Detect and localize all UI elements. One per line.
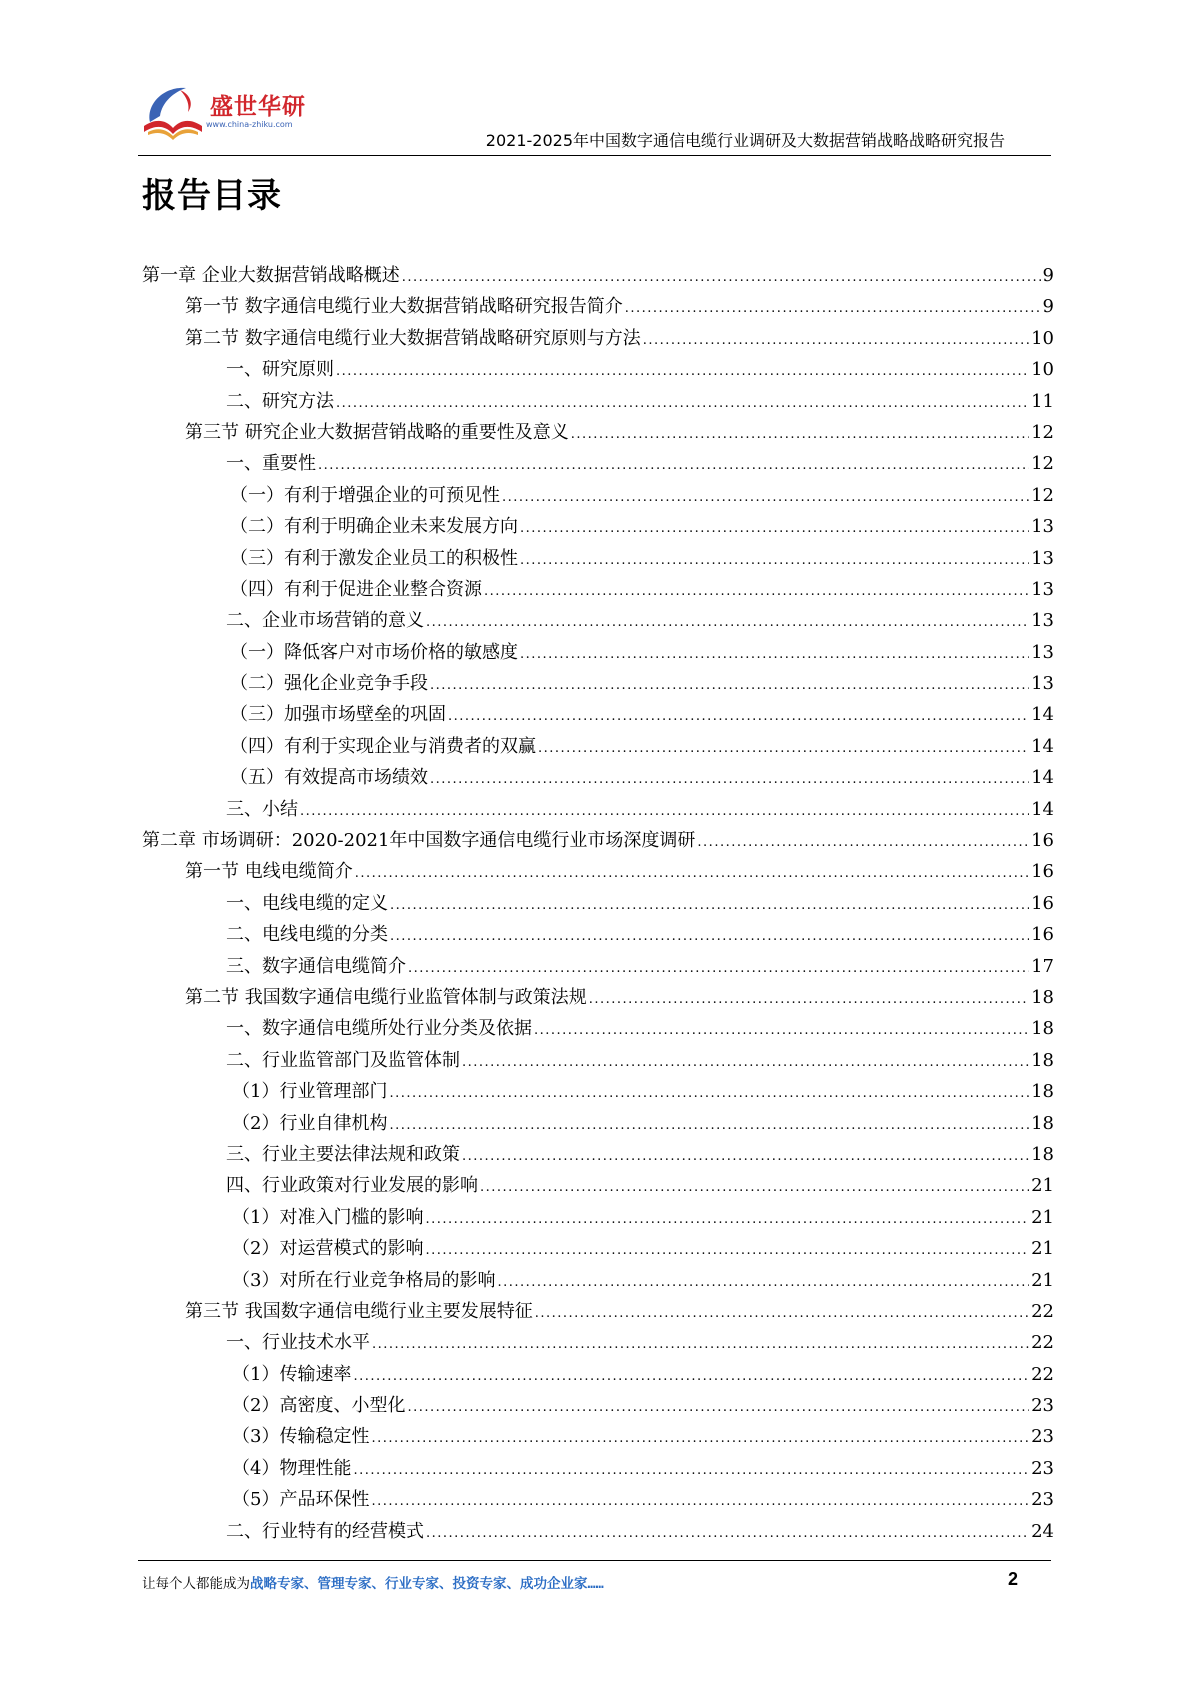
toc-entry-title: （一）降低客户对市场价格的敏感度: [230, 641, 518, 663]
toc-dot-leader: [408, 953, 1029, 984]
toc-entry[interactable]: [142, 794, 1054, 825]
toc-dot-leader: [625, 293, 1041, 324]
toc-dot-leader: [571, 419, 1029, 450]
toc-entry-page: 10: [1031, 327, 1054, 349]
toc-entry-page: 21: [1031, 1206, 1054, 1228]
toc-entry-title: （3）对所在行业竞争格局的影响: [232, 1269, 496, 1291]
toc-entry[interactable]: [142, 323, 1054, 354]
toc-entry[interactable]: [142, 543, 1054, 574]
toc-entry-title: 第二节 我国数字通信电缆行业监管体制与政策法规: [185, 986, 587, 1008]
toc-entry[interactable]: [142, 1202, 1054, 1233]
toc-entry-title: （三）加强市场壁垒的巩固: [230, 704, 446, 726]
toc-entry-title: （1）行业管理部门: [232, 1081, 388, 1103]
toc-dot-leader: [538, 733, 1029, 764]
footer-slogan-lead: 让每个人都能成为: [142, 1576, 250, 1592]
toc-entry-page: 24: [1031, 1520, 1054, 1542]
toc-entry-page: 9: [1042, 265, 1054, 286]
toc-dot-leader: [643, 325, 1029, 356]
toc-dot-leader: [300, 796, 1029, 827]
toc-entry-title: （三）有利于激发企业员工的积极性: [230, 547, 518, 569]
toc-entry-title: 三、数字通信电缆简介: [226, 955, 406, 977]
brand-name: 盛世华研: [210, 94, 306, 120]
toc-dot-leader: [353, 1455, 1029, 1486]
toc-entry[interactable]: [142, 825, 1054, 856]
toc-entry-title: （2）高密度、小型化: [232, 1395, 406, 1417]
toc-entry[interactable]: [142, 668, 1054, 699]
toc-dot-leader: [430, 764, 1029, 795]
toc-entry-page: 13: [1031, 610, 1054, 632]
toc-dot-leader: [425, 1204, 1029, 1235]
toc-entry-page: 13: [1031, 547, 1054, 569]
toc-entry[interactable]: [142, 699, 1054, 730]
toc-entry-page: 18: [1031, 1049, 1054, 1071]
toc-entry[interactable]: [142, 1139, 1054, 1170]
toc-entry-title: （一）有利于增强企业的可预见性: [230, 484, 500, 506]
toc-entry[interactable]: [142, 1421, 1054, 1452]
toc-entry-title: 一、行业技术水平: [226, 1332, 370, 1354]
toc-entry[interactable]: [142, 1045, 1054, 1076]
toc-entry-page: 14: [1031, 767, 1054, 789]
toc-entry[interactable]: [142, 856, 1054, 887]
toc-entry[interactable]: [142, 1359, 1054, 1390]
toc-entry-title: （五）有效提高市场绩效: [230, 767, 428, 789]
toc-entry[interactable]: [142, 1108, 1054, 1139]
toc-dot-leader: [389, 1078, 1029, 1109]
toc-entry-page: 22: [1031, 1332, 1054, 1354]
book-globe-logo-icon: [140, 82, 206, 144]
toc-entry[interactable]: [142, 1516, 1054, 1547]
toc-entry-page: 14: [1031, 735, 1054, 757]
header-divider: [138, 155, 1051, 156]
toc-entry-page: 22: [1031, 1363, 1054, 1385]
toc-entry-title: （2）行业自律机构: [232, 1112, 388, 1134]
toc-entry-page: 13: [1031, 578, 1054, 600]
toc-entry-title: 一、研究原则: [226, 359, 334, 381]
toc-entry-title: （3）传输稳定性: [232, 1426, 370, 1448]
page-title: 报告目录: [142, 176, 282, 216]
table-of-contents: [142, 260, 1054, 1547]
toc-entry[interactable]: [142, 1013, 1054, 1044]
toc-dot-leader: [697, 827, 1029, 858]
toc-entry-title: 第一章 企业大数据营销战略概述: [142, 265, 400, 286]
toc-entry-title: 三、行业主要法律法规和政策: [226, 1143, 460, 1165]
toc-entry-title: 第三节 我国数字通信电缆行业主要发展特征: [185, 1300, 533, 1322]
toc-entry-title: 二、行业监管部门及监管体制: [226, 1049, 460, 1071]
toc-dot-leader: [520, 639, 1029, 670]
toc-entry[interactable]: [142, 762, 1054, 793]
toc-entry-title: 一、数字通信电缆所处行业分类及依据: [226, 1018, 532, 1040]
toc-entry-page: 16: [1031, 892, 1054, 914]
toc-entry[interactable]: [142, 386, 1054, 417]
toc-entry-page: 10: [1031, 359, 1054, 381]
toc-entry-page: 9: [1042, 296, 1054, 318]
toc-entry-title: （1）对准入门槛的影响: [232, 1206, 424, 1228]
toc-dot-leader: [390, 921, 1029, 952]
toc-entry-page: 18: [1031, 986, 1054, 1008]
toc-dot-leader: [389, 1110, 1029, 1141]
toc-entry[interactable]: [142, 951, 1054, 982]
toc-entry[interactable]: [142, 888, 1054, 919]
toc-entry-page: 18: [1031, 1112, 1054, 1134]
toc-entry-page: 13: [1031, 516, 1054, 538]
toc-entry-page: 23: [1031, 1457, 1054, 1479]
toc-entry-title: 第一节 电线电缆简介: [185, 861, 353, 883]
toc-entry-page: 21: [1031, 1175, 1054, 1197]
toc-entry-title: （5）产品环保性: [232, 1489, 370, 1511]
toc-entry[interactable]: [142, 354, 1054, 385]
toc-entry[interactable]: [142, 260, 1054, 291]
toc-entry[interactable]: [142, 1265, 1054, 1296]
toc-entry-title: 二、电线电缆的分类: [226, 924, 388, 946]
toc-entry[interactable]: [142, 1327, 1054, 1358]
toc-entry-title: 四、行业政策对行业发展的影响: [226, 1175, 478, 1197]
toc-dot-leader: [430, 670, 1029, 701]
toc-entry-title: （4）物理性能: [232, 1457, 352, 1479]
toc-dot-leader: [371, 1486, 1029, 1517]
toc-entry-title: 一、电线电缆的定义: [226, 892, 388, 914]
toc-dot-leader: [480, 1172, 1029, 1203]
toc-entry[interactable]: [142, 982, 1054, 1013]
toc-entry-page: 21: [1031, 1269, 1054, 1291]
toc-entry-page: 12: [1031, 421, 1054, 443]
toc-dot-leader: [390, 890, 1029, 921]
toc-entry-page: 23: [1031, 1395, 1054, 1417]
toc-dot-leader: [336, 388, 1029, 419]
toc-entry[interactable]: [142, 1076, 1054, 1107]
toc-entry-page: 14: [1031, 704, 1054, 726]
toc-dot-leader: [520, 513, 1029, 544]
toc-entry[interactable]: [142, 511, 1054, 542]
toc-entry-title: 一、重要性: [226, 453, 316, 475]
toc-entry-page: 13: [1031, 673, 1054, 695]
brand-url: www.china-zhiku.com: [206, 120, 293, 129]
toc-entry[interactable]: [142, 1296, 1054, 1327]
toc-entry[interactable]: [142, 731, 1054, 762]
toc-dot-leader: [336, 356, 1029, 387]
toc-dot-leader: [318, 450, 1029, 481]
toc-dot-leader: [497, 1267, 1029, 1298]
toc-entry-page: 23: [1031, 1426, 1054, 1448]
toc-dot-leader: [353, 1361, 1029, 1392]
toc-dot-leader: [372, 1329, 1029, 1360]
toc-dot-leader: [355, 858, 1029, 889]
toc-entry-page: 17: [1031, 955, 1054, 977]
toc-entry-title: 二、企业市场营销的意义: [226, 610, 424, 632]
toc-dot-leader: [462, 1141, 1029, 1172]
toc-entry-page: 14: [1031, 798, 1054, 820]
toc-entry[interactable]: [142, 1390, 1054, 1421]
footer-slogan-highlight: 战略专家、管理专家、行业专家、投资专家、成功企业家……: [250, 1576, 604, 1592]
toc-dot-leader: [484, 576, 1029, 607]
toc-entry[interactable]: [142, 448, 1054, 479]
toc-entry-title: 二、研究方法: [226, 390, 334, 412]
toc-entry-page: 11: [1031, 390, 1054, 412]
toc-dot-leader: [426, 1518, 1029, 1549]
toc-entry-page: 16: [1031, 830, 1054, 852]
toc-entry-page: 18: [1031, 1018, 1054, 1040]
toc-dot-leader: [402, 262, 1041, 293]
footer-slogan: [142, 1572, 604, 1592]
report-header-title: 2021-2025年中国数字通信电缆行业调研及大数据营销战略战略研究报告: [485, 131, 1005, 150]
toc-entry-page: 18: [1031, 1143, 1054, 1165]
toc-entry[interactable]: [142, 480, 1054, 511]
toc-entry-page: 13: [1031, 641, 1054, 663]
toc-entry[interactable]: [142, 1453, 1054, 1484]
toc-entry-page: 16: [1031, 924, 1054, 946]
toc-entry[interactable]: [142, 637, 1054, 668]
toc-dot-leader: [371, 1423, 1029, 1454]
toc-entry-title: 第二章 市场调研：2020-2021年中国数字通信电缆行业市场深度调研: [142, 830, 696, 852]
toc-entry-title: （2）对运营模式的影响: [232, 1238, 424, 1260]
page-number: 2: [1008, 1569, 1019, 1589]
toc-dot-leader: [425, 1235, 1029, 1266]
toc-entry[interactable]: [142, 1170, 1054, 1201]
toc-entry[interactable]: [142, 605, 1054, 636]
toc-dot-leader: [426, 607, 1029, 638]
toc-dot-leader: [462, 1047, 1029, 1078]
toc-dot-leader: [589, 984, 1029, 1015]
toc-entry-page: 23: [1031, 1489, 1054, 1511]
toc-entry-title: 第一节 数字通信电缆行业大数据营销战略研究报告简介: [185, 296, 623, 318]
toc-entry-title: 第三节 研究企业大数据营销战略的重要性及意义: [185, 421, 569, 443]
toc-dot-leader: [407, 1392, 1029, 1423]
toc-entry[interactable]: [142, 417, 1054, 448]
footer-divider: [138, 1560, 1051, 1561]
toc-entry-title: 二、行业特有的经营模式: [226, 1520, 424, 1542]
toc-dot-leader: [502, 482, 1029, 513]
toc-entry[interactable]: [142, 291, 1054, 322]
toc-entry-page: 18: [1031, 1081, 1054, 1103]
toc-entry-page: 16: [1031, 861, 1054, 883]
toc-entry-page: 21: [1031, 1238, 1054, 1260]
toc-entry-title: 第二节 数字通信电缆行业大数据营销战略研究原则与方法: [185, 327, 641, 349]
toc-entry-title: （二）有利于明确企业未来发展方向: [230, 516, 518, 538]
toc-entry[interactable]: [142, 919, 1054, 950]
toc-entry[interactable]: [142, 1233, 1054, 1264]
toc-entry[interactable]: [142, 574, 1054, 605]
brand-logo: [140, 82, 310, 144]
toc-entry-page: 22: [1031, 1300, 1054, 1322]
toc-dot-leader: [448, 701, 1029, 732]
toc-entry-title: （二）强化企业竞争手段: [230, 673, 428, 695]
toc-entry-title: （1）传输速率: [232, 1363, 352, 1385]
toc-dot-leader: [535, 1298, 1029, 1329]
toc-entry-title: 三、小结: [226, 798, 298, 820]
toc-dot-leader: [520, 545, 1029, 576]
toc-entry-page: 12: [1031, 484, 1054, 506]
toc-dot-leader: [534, 1015, 1029, 1046]
toc-entry[interactable]: [142, 1484, 1054, 1515]
toc-entry-page: 12: [1031, 453, 1054, 475]
toc-entry-title: （四）有利于促进企业整合资源: [230, 578, 482, 600]
toc-entry-title: （四）有利于实现企业与消费者的双赢: [230, 735, 536, 757]
